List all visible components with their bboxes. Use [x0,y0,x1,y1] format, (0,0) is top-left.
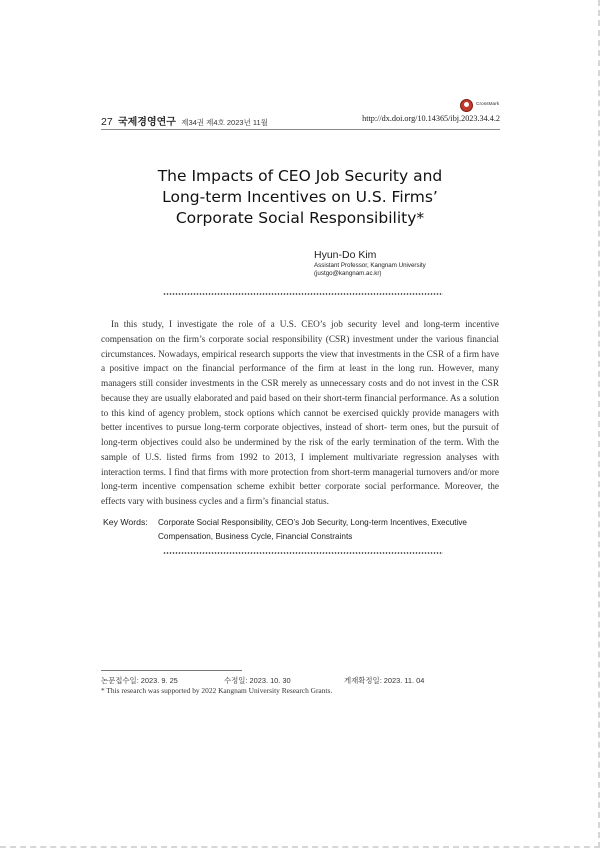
footnote-rule [101,670,242,671]
crossmark-icon [460,99,473,112]
paper-title [100,166,500,229]
page-number: 27 [101,116,113,128]
running-header [101,113,500,130]
dotted-divider-bottom [163,552,443,554]
funding-footnote: * This research was supported by 2022 Kangnam University Research Grants. [101,686,333,695]
title-line-2: Long-term Incentives on U.S. Firms’ [162,188,438,206]
title-line-3: Corporate Social Responsibility* [175,209,425,227]
crossmark-logo[interactable] [460,99,508,113]
accepted-date: 게재확정일: 2023. 11. 04 [344,676,425,685]
abstract-text: In this study, I investigate the role of a U.S. CEO’s job security level and long-term incentive compensation on the firm’s corporate social responsibility (CSR) investment under the various financial circumstances. Nowadays, empirical research supports the view that investments in the CSR of a firm have a positive impact on the financial performance of the firm at least in the long run. However, many managers still consider investments in the CSR merely as unnecessary costs and do not invest in the CSR because they are usually elaborated and paid based on their short-term financial performance. As a solution to this kind of agency problem, stock options which cannot be exercised quickly provide managers with better incentives to pursue long-term corporate objectives, instead of short- term ones, but the pursuit of long-term objectives could also be undermined by the risk of the early termination of the term. With the sample of U.S. listed firms from 1992 to 2013, I implement multivariate regression analyses with interaction terms. I find that firms with more protection from short-term managerial turnovers and/or more long-term incentive compensation scheme exhibit better corporate social performance. Moreover, the effects vary with business cycles and a firm’s financial status. [101,320,499,507]
dotted-divider-top [163,293,443,295]
title-line-1: The Impacts of CEO Job Security and [157,167,443,185]
doi-link[interactable]: http://dx.doi.org/10.14365/ibj.2023.34.4.2 [362,114,500,123]
keywords-list: Corporate Social Responsibility, CEO’s Job Security, Long-term Incentives, Executive Compensation, Business Cycle, Financial Constraints [158,518,467,541]
volume-issue: 제34권 제4호 2023년 11월 [181,118,268,127]
author-affiliation: Assistant Professor, Kangnam University [314,262,426,269]
journal-name: 국제경영연구 [117,117,176,128]
received-date: 논문접수일: 2023. 9. 25 [101,676,178,685]
revised-date: 수정일: 2023. 10. 30 [224,676,291,685]
journal-info [101,113,268,128]
crossmark-label: CrossMark [476,102,500,107]
author-block [314,249,426,278]
keywords-label: Key Words: [103,517,148,527]
author-email[interactable]: (justgo@kangnam.ac.kr) [314,270,382,277]
author-name: Hyun-Do Kim [314,249,377,261]
